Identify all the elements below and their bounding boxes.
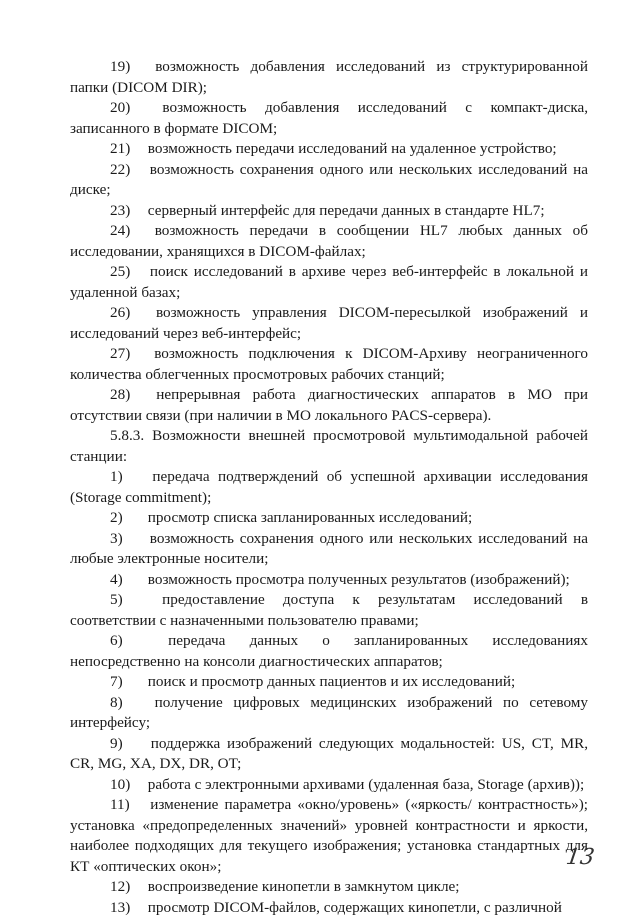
- item-number: 5): [70, 590, 144, 611]
- item-text: возможность добавления исследований с компакт-диска, записанного в формате DICOM;: [70, 99, 588, 137]
- list-item: [70, 221, 588, 262]
- section-heading: 5.8.3. Возможности внешней просмотровой мультимодальной рабочей станции:: [70, 426, 588, 467]
- list-item: [70, 672, 588, 693]
- list-item: [70, 160, 588, 201]
- item-number: 11): [70, 795, 144, 816]
- item-text: поиск и просмотр данных пациентов и их исследований;: [148, 673, 515, 690]
- item-text: просмотр списка запланированных исследований;: [148, 509, 472, 526]
- list-item: [70, 201, 588, 222]
- item-number: 25): [70, 262, 144, 283]
- list-item: [70, 344, 588, 385]
- item-number: 13): [70, 898, 144, 918]
- item-number: 12): [70, 877, 144, 898]
- item-text: поиск исследований в архиве через веб-интерфейс в локальной и удаленной базах;: [70, 263, 588, 301]
- item-number: 8): [70, 693, 144, 714]
- item-number: 19): [70, 57, 144, 78]
- item-text: получение цифровых медицинских изображений по сетевому интерфейсу;: [70, 694, 588, 732]
- list-item: [70, 775, 588, 796]
- item-number: 26): [70, 303, 144, 324]
- item-number: 2): [70, 508, 144, 529]
- list-item: [70, 57, 588, 98]
- list-item: [70, 631, 588, 672]
- list-item: [70, 590, 588, 631]
- list-item: [70, 734, 588, 775]
- item-number: 27): [70, 344, 144, 365]
- list-item: [70, 570, 588, 591]
- list-item: [70, 693, 588, 734]
- item-text: возможность подключения к DICOM-Архиву неограниченного количества облегченных просмотровых рабочих станций;: [70, 345, 588, 383]
- list-item: [70, 139, 588, 160]
- list-item: [70, 385, 588, 426]
- item-number: 28): [70, 385, 144, 406]
- item-number: 6): [70, 631, 144, 652]
- item-number: 10): [70, 775, 144, 796]
- item-text: просмотр DICOM-файлов, содержащих кинопетли, с различной: [148, 899, 562, 916]
- list-item: [70, 795, 588, 877]
- item-text: изменение параметра «окно/уровень» («яркость/ контрастность»); установка «предопределенных значений» уровней контрастности и яркости, наиболее подходящих для текущего изображения; установка стандартных для КТ «оптических окон»;: [70, 796, 588, 875]
- item-number: 21): [70, 139, 144, 160]
- item-number: 23): [70, 201, 144, 222]
- item-text: воспроизведение кинопетли в замкнутом цикле;: [148, 878, 460, 895]
- item-number: 20): [70, 98, 144, 119]
- item-text: возможность добавления исследований из структурированной папки (DICOM DIR);: [70, 58, 588, 96]
- item-number: 9): [70, 734, 144, 755]
- item-number: 4): [70, 570, 144, 591]
- item-text: возможность передачи исследований на удаленное устройство;: [148, 140, 557, 157]
- list-item: [70, 467, 588, 508]
- list-item: [70, 262, 588, 303]
- list-item: [70, 508, 588, 529]
- item-text: поддержка изображений следующих модальностей: US, CT, MR, CR, MG, XA, DX, DR, OT;: [70, 735, 588, 773]
- item-text: непрерывная работа диагностических аппаратов в МО при отсутствии связи (при наличии в МО локального PACS-сервера).: [70, 386, 588, 424]
- item-number: 7): [70, 672, 144, 693]
- item-text: передача подтверждений об успешной архивации исследования (Storage commitment);: [70, 468, 588, 506]
- list-item: [70, 898, 588, 918]
- list-item: [70, 529, 588, 570]
- item-text: возможность передачи в сообщении HL7 любых данных об исследовании, хранящихся в DICOM-файлах;: [70, 222, 588, 260]
- document-body: [70, 57, 588, 918]
- item-number: 24): [70, 221, 144, 242]
- item-text: возможность сохранения одного или нескольких исследований на диске;: [70, 161, 588, 199]
- list-item: [70, 303, 588, 344]
- item-number: 3): [70, 529, 144, 550]
- item-text: возможность сохранения одного или нескольких исследований на любые электронные носители;: [70, 530, 588, 568]
- item-number: 22): [70, 160, 144, 181]
- capabilities-list-workstation: [70, 467, 588, 918]
- item-text: передача данных о запланированных исследованиях непосредственно на консоли диагностических аппаратов;: [70, 632, 588, 670]
- list-item: [70, 877, 588, 898]
- item-text: возможность просмотра полученных результатов (изображений);: [148, 571, 570, 588]
- capabilities-list-archive: [70, 57, 588, 426]
- item-number: 1): [70, 467, 144, 488]
- item-text: серверный интерфейс для передачи данных в стандарте HL7;: [148, 202, 545, 219]
- page-number: 13: [565, 848, 596, 869]
- item-text: предоставление доступа к результатам исследований в соответствии с назначенными пользователю правами;: [70, 591, 588, 629]
- item-text: возможность управления DICOM-пересылкой изображений и исследований через веб-интерфейс;: [70, 304, 588, 342]
- item-text: работа с электронными архивами (удаленная база, Storage (архив));: [148, 776, 584, 793]
- list-item: [70, 98, 588, 139]
